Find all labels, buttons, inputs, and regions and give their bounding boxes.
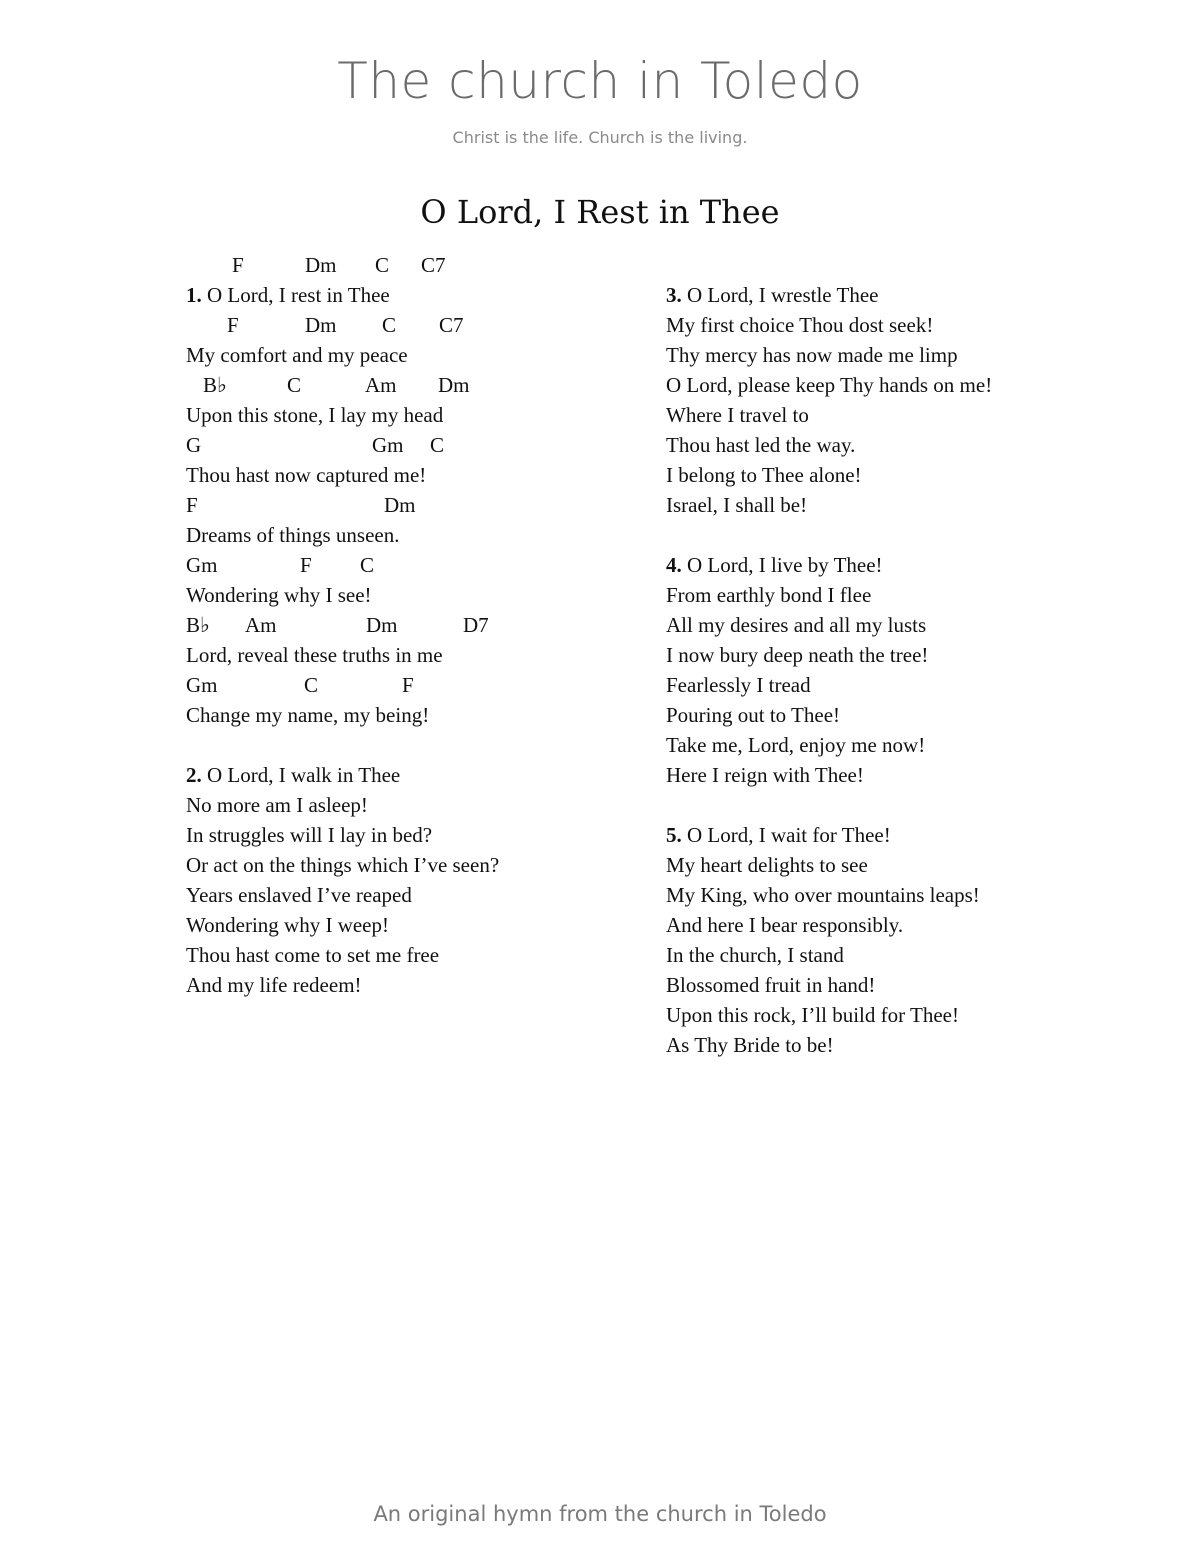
chord: F: [232, 253, 244, 277]
lyric-line: No more am I asleep!: [186, 793, 368, 817]
lyric-line: As Thy Bride to be!: [666, 1033, 834, 1057]
lyric-text: O Lord, I rest in Thee: [207, 283, 390, 307]
footer-note: An original hymn from the church in Toledo: [373, 1502, 827, 1526]
verse-number: 4.: [666, 553, 682, 577]
lyric-text: O Lord, I wait for Thee!: [687, 823, 891, 847]
lyric-line: [666, 820, 1086, 850]
lyric-line: Upon this stone, I lay my head: [186, 403, 444, 427]
lyric-line: My King, who over mountains leaps!: [666, 883, 980, 907]
chord: D7: [463, 613, 489, 637]
chord: Am: [365, 373, 397, 397]
lyric-line: And my life redeem!: [186, 973, 362, 997]
lyric-line: Here I reign with Thee!: [666, 763, 864, 787]
chord: Am: [245, 613, 277, 637]
lyric-line: My comfort and my peace: [186, 343, 408, 367]
chord-line: [186, 430, 626, 460]
lyric-text: O Lord, I walk in Thee: [207, 763, 401, 787]
chord: C: [287, 373, 302, 397]
chord: Dm: [366, 613, 398, 637]
lyric-line: My heart delights to see: [666, 853, 868, 877]
left-column: [186, 250, 626, 1000]
chord-line: [186, 490, 626, 520]
lyric-text: O Lord, I wrestle Thee: [687, 283, 879, 307]
lyric-line: I now bury deep neath the tree!: [666, 643, 929, 667]
chord: F: [300, 553, 312, 577]
church-name-header: The church in Toledo: [337, 52, 863, 110]
lyric-line: Or act on the things which I’ve seen?: [186, 853, 500, 877]
lyric-line: Dreams of things unseen.: [186, 523, 400, 547]
chord: B♭: [203, 373, 227, 397]
lyric-line: In struggles will I lay in bed?: [186, 823, 433, 847]
chord: Gm: [186, 673, 218, 697]
lyric-line: In the church, I stand: [666, 943, 844, 967]
chord: F: [402, 673, 414, 697]
lyric-line: All my desires and all my lusts: [666, 613, 927, 637]
chord: C7: [439, 313, 464, 337]
lyric-line: Lord, reveal these truths in me: [186, 643, 443, 667]
lyric-line: My first choice Thou dost seek!: [666, 313, 934, 337]
chord-line: [186, 670, 626, 700]
lyric-line: Where I travel to: [666, 403, 809, 427]
lyric-line: Pouring out to Thee!: [666, 703, 841, 727]
chord: C: [382, 313, 397, 337]
lyric-line: Thou hast now captured me!: [186, 463, 427, 487]
lyric-line: [186, 280, 626, 310]
chord-line: [186, 550, 626, 580]
verse-number: 3.: [666, 283, 682, 307]
chord: Gm: [186, 553, 218, 577]
song-title: O Lord, I Rest in Thee: [420, 193, 780, 231]
lyric-line: O Lord, please keep Thy hands on me!: [666, 373, 993, 397]
lyric-line: Upon this rock, I’ll build for Thee!: [666, 1003, 959, 1027]
chord: Dm: [305, 313, 337, 337]
chord: Gm: [372, 433, 404, 457]
lyric-line: Fearlessly I tread: [666, 673, 811, 697]
chord: C: [375, 253, 390, 277]
lyric-line: [186, 760, 626, 790]
lyric-line: Thou hast come to set me free: [186, 943, 440, 967]
chord: C7: [421, 253, 446, 277]
lyric-line: Years enslaved I’ve reaped: [186, 883, 412, 907]
lyric-line: Thy mercy has now made me limp: [666, 343, 958, 367]
lyric-line: Change my name, my being!: [186, 703, 430, 727]
chord: C: [430, 433, 445, 457]
chord-line: [186, 310, 626, 340]
chord-line: [186, 610, 626, 640]
lyric-line: Thou hast led the way.: [666, 433, 856, 457]
chord: C: [360, 553, 375, 577]
chord: G: [186, 433, 202, 457]
lyric-line: Israel, I shall be!: [666, 493, 808, 517]
lyric-line: From earthly bond I flee: [666, 583, 872, 607]
right-column: [666, 280, 1086, 1060]
chord: Dm: [305, 253, 337, 277]
lyric-line: And here I bear responsibly.: [666, 913, 904, 937]
chord: C: [304, 673, 319, 697]
lyric-line: I belong to Thee alone!: [666, 463, 862, 487]
chord: Dm: [438, 373, 470, 397]
chord-line: [186, 370, 626, 400]
verse-number: 1.: [186, 283, 202, 307]
chord: Dm: [384, 493, 416, 517]
lyric-line: [666, 550, 1086, 580]
lyric-line: [666, 280, 1086, 310]
verse-number: 2.: [186, 763, 202, 787]
lyric-text: O Lord, I live by Thee!: [687, 553, 883, 577]
lyric-line: Wondering why I see!: [186, 583, 372, 607]
verse-number: 5.: [666, 823, 682, 847]
chord: F: [227, 313, 239, 337]
lyric-line: Take me, Lord, enjoy me now!: [666, 733, 926, 757]
church-tagline: Christ is the life. Church is the living.: [452, 128, 748, 147]
chord-line: [186, 250, 626, 280]
chord: F: [186, 493, 198, 517]
lyric-line: Blossomed fruit in hand!: [666, 973, 876, 997]
lyric-line: Wondering why I weep!: [186, 913, 389, 937]
chord: B♭: [186, 613, 210, 637]
